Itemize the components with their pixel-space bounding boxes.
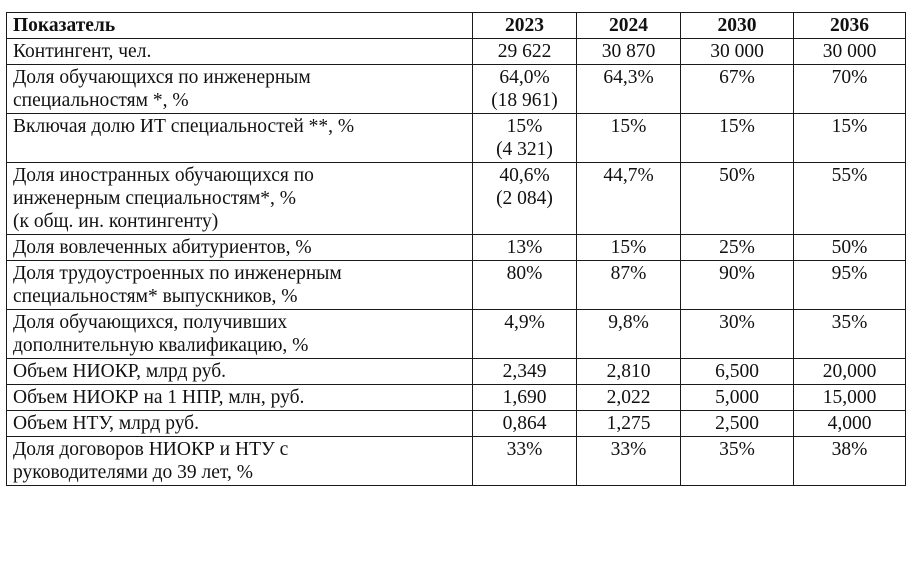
row-label: Доля обучающихся, получивших дополнительную квалификацию, % bbox=[7, 310, 473, 359]
cell-2036 bbox=[794, 437, 906, 486]
row-label: Доля иностранных обучающихся по инженерным специальностям*, % (к общ. ин. контингенту) bbox=[7, 163, 473, 235]
cell-2024 bbox=[577, 437, 681, 486]
cell-value: 33% bbox=[506, 439, 543, 460]
cell-value: 15% bbox=[610, 116, 647, 137]
cell-value: 2,810 bbox=[606, 361, 651, 382]
cell-2030 bbox=[681, 359, 794, 385]
cell-2023 bbox=[473, 65, 577, 114]
cell-2023 bbox=[473, 310, 577, 359]
cell-2023 bbox=[473, 261, 577, 310]
table-row bbox=[7, 437, 906, 486]
header-year-2023: 2023 bbox=[473, 13, 577, 39]
cell-value: 13% bbox=[506, 237, 543, 258]
cell-value: 64,0% (18 961) bbox=[491, 67, 558, 111]
cell-value: 15,000 bbox=[822, 387, 877, 408]
cell-value: 4,000 bbox=[827, 413, 872, 434]
cell-value: 55% bbox=[831, 165, 868, 186]
cell-2036 bbox=[794, 39, 906, 65]
cell-value: 0,864 bbox=[502, 413, 547, 434]
cell-2036 bbox=[794, 235, 906, 261]
row-label: Доля договоров НИОКР и НТУ с руководителями до 39 лет, % bbox=[7, 437, 473, 486]
cell-2036 bbox=[794, 163, 906, 235]
cell-2023 bbox=[473, 437, 577, 486]
row-label: Доля обучающихся по инженерным специальностям *, % bbox=[7, 65, 473, 114]
header-year-2036: 2036 bbox=[794, 13, 906, 39]
row-label: Объем НИОКР, млрд руб. bbox=[7, 359, 473, 385]
cell-2024 bbox=[577, 385, 681, 411]
cell-2023 bbox=[473, 385, 577, 411]
cell-2030 bbox=[681, 235, 794, 261]
header-year-2030: 2030 bbox=[681, 13, 794, 39]
cell-value: 1,690 bbox=[502, 387, 547, 408]
cell-2030 bbox=[681, 163, 794, 235]
cell-2023 bbox=[473, 359, 577, 385]
table-row bbox=[7, 411, 906, 437]
cell-2030 bbox=[681, 39, 794, 65]
table-row bbox=[7, 235, 906, 261]
cell-value: 30 000 bbox=[822, 41, 877, 62]
header-year-2024: 2024 bbox=[577, 13, 681, 39]
cell-2030 bbox=[681, 65, 794, 114]
cell-value: 15% bbox=[831, 116, 868, 137]
table-row bbox=[7, 65, 906, 114]
cell-value: 87% bbox=[610, 263, 647, 284]
cell-2036 bbox=[794, 310, 906, 359]
cell-value: 2,349 bbox=[502, 361, 547, 382]
table-header-row bbox=[7, 13, 906, 39]
cell-2036 bbox=[794, 359, 906, 385]
cell-value: 64,3% bbox=[603, 67, 654, 88]
cell-value: 80% bbox=[506, 263, 543, 284]
cell-value: 15% (4 321) bbox=[496, 116, 553, 160]
cell-2030 bbox=[681, 411, 794, 437]
cell-value: 50% bbox=[831, 237, 868, 258]
cell-2036 bbox=[794, 114, 906, 163]
cell-2036 bbox=[794, 261, 906, 310]
cell-value: 25% bbox=[719, 237, 755, 258]
cell-2030 bbox=[681, 437, 794, 486]
cell-value: 30% bbox=[719, 312, 755, 333]
row-label: Контингент, чел. bbox=[7, 39, 473, 65]
row-label: Объем НИОКР на 1 НПР, млн, руб. bbox=[7, 385, 473, 411]
cell-value: 5,000 bbox=[715, 387, 759, 408]
table-row bbox=[7, 359, 906, 385]
cell-2024 bbox=[577, 163, 681, 235]
cell-value: 4,9% bbox=[504, 312, 545, 333]
cell-value: 90% bbox=[719, 263, 755, 284]
cell-value: 30 870 bbox=[601, 41, 656, 62]
table-body bbox=[7, 39, 906, 486]
row-label: Доля трудоустроенных по инженерным специальностям* выпускников, % bbox=[7, 261, 473, 310]
cell-value: 20,000 bbox=[822, 361, 877, 382]
cell-2024 bbox=[577, 261, 681, 310]
table-row bbox=[7, 163, 906, 235]
cell-value: 2,500 bbox=[715, 413, 759, 434]
cell-2024 bbox=[577, 114, 681, 163]
cell-value: 35% bbox=[831, 312, 868, 333]
indicators-table bbox=[6, 12, 906, 486]
table-row bbox=[7, 310, 906, 359]
cell-2030 bbox=[681, 114, 794, 163]
cell-2023 bbox=[473, 235, 577, 261]
cell-value: 95% bbox=[831, 263, 868, 284]
cell-2030 bbox=[681, 310, 794, 359]
row-label: Доля вовлеченных абитуриентов, % bbox=[7, 235, 473, 261]
cell-value: 38% bbox=[831, 439, 868, 460]
cell-value: 67% bbox=[719, 67, 755, 88]
cell-value: 30 000 bbox=[710, 41, 764, 62]
cell-value: 35% bbox=[719, 439, 755, 460]
cell-2036 bbox=[794, 65, 906, 114]
cell-value: 29 622 bbox=[497, 41, 552, 62]
cell-2036 bbox=[794, 411, 906, 437]
cell-value: 15% bbox=[610, 237, 647, 258]
row-label: Объем НТУ, млрд руб. bbox=[7, 411, 473, 437]
cell-value: 1,275 bbox=[606, 413, 651, 434]
cell-value: 9,8% bbox=[608, 312, 649, 333]
cell-2030 bbox=[681, 385, 794, 411]
indicators-table-container bbox=[6, 12, 906, 486]
cell-2024 bbox=[577, 310, 681, 359]
cell-2023 bbox=[473, 411, 577, 437]
table-row bbox=[7, 39, 906, 65]
cell-2024 bbox=[577, 359, 681, 385]
cell-value: 50% bbox=[719, 165, 755, 186]
cell-value: 6,500 bbox=[715, 361, 759, 382]
cell-2023 bbox=[473, 39, 577, 65]
cell-2024 bbox=[577, 65, 681, 114]
table-row bbox=[7, 114, 906, 163]
cell-2024 bbox=[577, 235, 681, 261]
cell-2023 bbox=[473, 114, 577, 163]
table-row bbox=[7, 261, 906, 310]
cell-value: 2,022 bbox=[606, 387, 651, 408]
table-row bbox=[7, 385, 906, 411]
cell-2030 bbox=[681, 261, 794, 310]
cell-value: 33% bbox=[610, 439, 647, 460]
cell-2023 bbox=[473, 163, 577, 235]
cell-2024 bbox=[577, 411, 681, 437]
cell-2036 bbox=[794, 385, 906, 411]
cell-value: 70% bbox=[831, 67, 868, 88]
header-indicator: Показатель bbox=[7, 13, 473, 39]
cell-value: 44,7% bbox=[603, 165, 654, 186]
cell-value: 40,6% (2 084) bbox=[496, 165, 553, 209]
cell-value: 15% bbox=[719, 116, 755, 137]
cell-2024 bbox=[577, 39, 681, 65]
row-label: Включая долю ИТ специальностей **, % bbox=[7, 114, 473, 163]
